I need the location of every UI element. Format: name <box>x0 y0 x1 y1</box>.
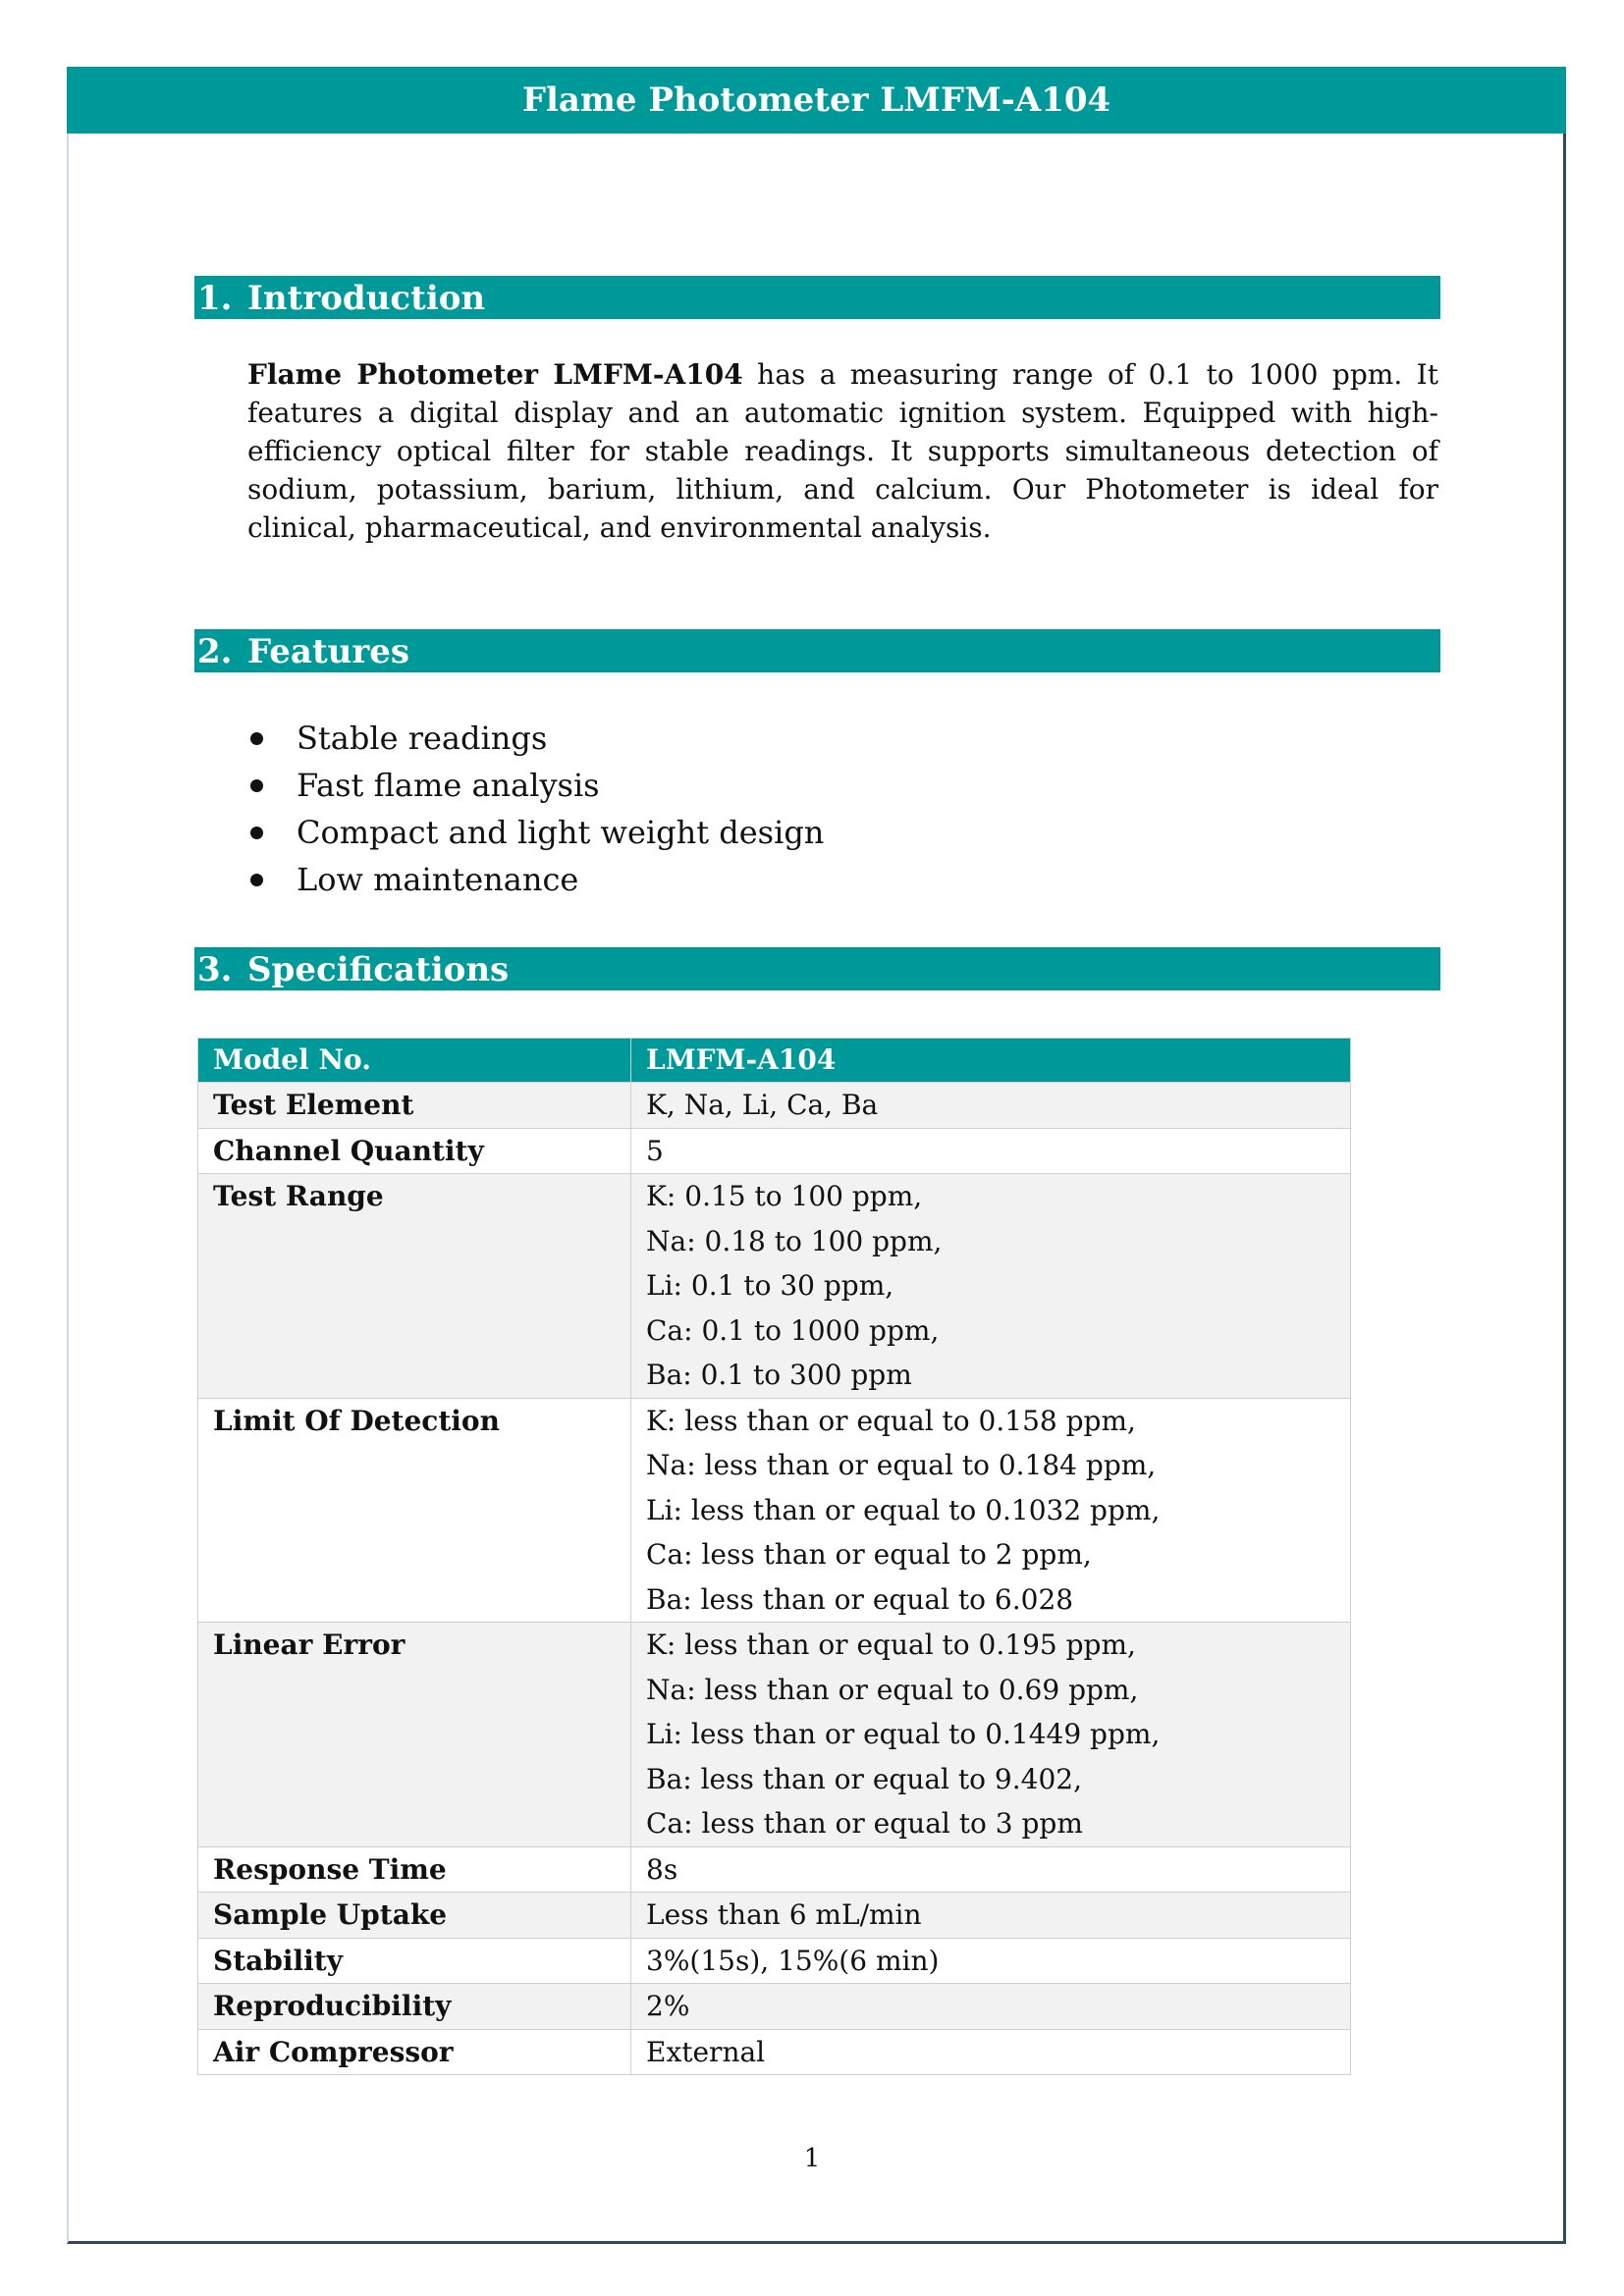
bullet-icon <box>250 827 263 839</box>
spec-value-line: Na: less than or equal to 0.184 ppm, <box>646 1449 1157 1481</box>
spec-value-line: Ca: less than or equal to 3 ppm <box>646 1807 1083 1840</box>
section-heading-specifications <box>194 947 1440 990</box>
table-header-cell: LMFM-A104 <box>631 1039 1351 1083</box>
list-item <box>247 856 824 903</box>
table-row <box>198 1083 1351 1129</box>
spec-value-line: K: less than or equal to 0.195 ppm, <box>646 1629 1136 1661</box>
spec-value <box>631 1174 1351 1399</box>
section-heading-introduction <box>194 276 1440 319</box>
spec-value-line: External <box>646 2035 766 2068</box>
feature-text: Fast flame analysis <box>297 767 600 804</box>
spec-value <box>631 1083 1351 1129</box>
spec-value-line: Ca: 0.1 to 1000 ppm, <box>646 1313 940 1347</box>
section-heading-features <box>194 629 1440 672</box>
spec-value-line: 8s <box>646 1852 678 1886</box>
table-row <box>198 1623 1351 1847</box>
spec-label: Air Compressor <box>198 2029 631 2075</box>
section-title: Specifications <box>247 950 510 989</box>
table-header-cell: Model No. <box>198 1039 631 1083</box>
spec-label: Response Time <box>198 1846 631 1893</box>
section-title: Features <box>247 632 410 671</box>
spec-value <box>631 1398 1351 1623</box>
spec-value <box>631 1984 1351 2030</box>
spec-label: Channel Quantity <box>198 1128 631 1174</box>
table-row <box>198 1846 1351 1893</box>
introduction-text: has a measuring range of 0.1 to 1000 ppm. It features a digital display and an automatic ignition system. Equipped with high-efficiency optical filter for stable readings. It supports simultaneous detection of sodium, potassium, barium, lithium, and calcium. Our Photometer is ideal for clinical, pharmaceutical, and environmental analysis. <box>247 358 1438 544</box>
spec-value <box>631 1893 1351 1939</box>
features-list <box>247 715 824 903</box>
spec-label: Sample Uptake <box>198 1893 631 1939</box>
feature-text: Low maintenance <box>297 861 579 898</box>
spec-value <box>631 2029 1351 2075</box>
spec-value <box>631 1128 1351 1174</box>
spec-value-line: Ba: 0.1 to 300 ppm <box>646 1359 912 1391</box>
spec-value-line: Ca: less than or equal to 2 ppm, <box>646 1538 1092 1571</box>
spec-value-line: Ba: less than or equal to 6.028 <box>646 1582 1074 1616</box>
spec-value-line: Na: 0.18 to 100 ppm, <box>646 1224 943 1257</box>
spec-value <box>631 1938 1351 1984</box>
introduction-paragraph <box>247 355 1438 547</box>
spec-label: Limit Of Detection <box>198 1398 631 1623</box>
table-row <box>198 1938 1351 1984</box>
section-title: Introduction <box>247 279 486 318</box>
spec-label: Linear Error <box>198 1623 631 1847</box>
table-row <box>198 1398 1351 1623</box>
table-header-row <box>198 1039 1351 1083</box>
section-number: 1. <box>197 279 233 318</box>
spec-label: Reproducibility <box>198 1984 631 2030</box>
page-number: 1 <box>803 2144 821 2173</box>
table-row <box>198 1893 1351 1939</box>
spec-value-line: 5 <box>646 1134 664 1167</box>
table-row <box>198 1128 1351 1174</box>
spec-value <box>631 1623 1351 1847</box>
spec-value-line: Li: less than or equal to 0.1449 ppm, <box>646 1718 1161 1750</box>
feature-text: Compact and light weight design <box>297 814 825 851</box>
specifications-table <box>197 1038 1351 2075</box>
bullet-icon <box>250 874 263 886</box>
spec-value-line: Li: 0.1 to 30 ppm, <box>646 1269 894 1302</box>
spec-value <box>631 1846 1351 1893</box>
product-name: Flame Photometer LMFM-A104 <box>247 358 743 391</box>
spec-label: Test Range <box>198 1174 631 1399</box>
section-number: 2. <box>197 632 233 671</box>
spec-value-line: Less than 6 mL/min <box>646 1898 922 1931</box>
table-row <box>198 1984 1351 2030</box>
spec-value-line: 2% <box>646 1990 690 2022</box>
bullet-icon <box>250 779 263 792</box>
table-row <box>198 1174 1351 1399</box>
spec-value-line: K, Na, Li, Ca, Ba <box>646 1089 879 1121</box>
list-item <box>247 809 824 856</box>
spec-value-line: K: less than or equal to 0.158 ppm, <box>646 1404 1136 1437</box>
spec-value-line: Li: less than or equal to 0.1032 ppm, <box>646 1493 1161 1526</box>
spec-value-line: 3%(15s), 15%(6 min) <box>646 1944 940 1977</box>
spec-label: Stability <box>198 1938 631 1984</box>
table-row <box>198 2029 1351 2075</box>
list-item <box>247 762 824 809</box>
spec-value-line: Na: less than or equal to 0.69 ppm, <box>646 1673 1139 1706</box>
section-number: 3. <box>197 950 233 989</box>
spec-value-line: Ba: less than or equal to 9.402, <box>646 1762 1082 1795</box>
list-item <box>247 715 824 762</box>
bullet-icon <box>250 732 263 745</box>
spec-value-line: K: 0.15 to 100 ppm, <box>646 1180 923 1212</box>
document-title: Flame Photometer LMFM-A104 <box>67 67 1566 133</box>
feature-text: Stable readings <box>297 720 548 757</box>
spec-label: Test Element <box>198 1083 631 1129</box>
